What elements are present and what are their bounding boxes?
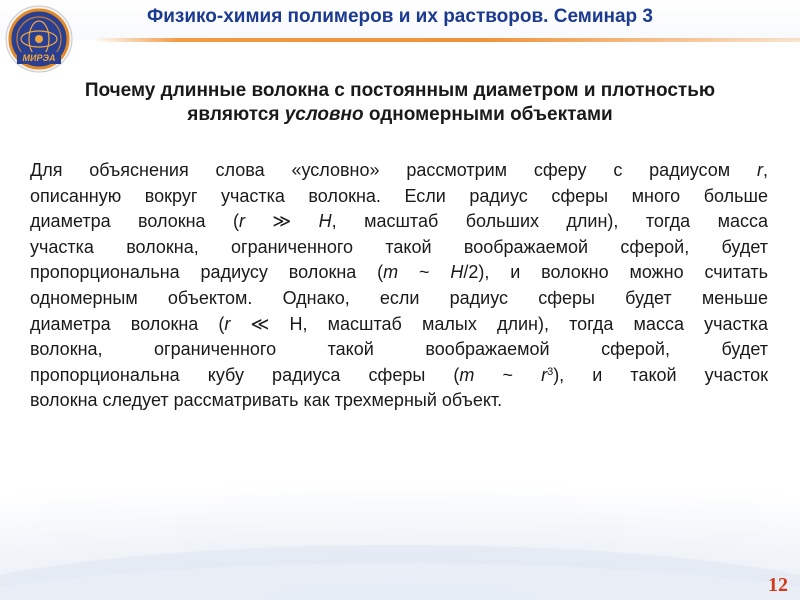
text-run: ), и такой участок bbox=[553, 364, 768, 385]
footer-decoration bbox=[0, 515, 800, 600]
text-run: диаметра волокна ( bbox=[30, 211, 239, 232]
heading-line-1: Почему длинные волокна с постоянным диаметром и плотностью bbox=[84, 80, 716, 101]
header-divider bbox=[94, 38, 800, 42]
text-run: ~ bbox=[398, 262, 451, 283]
svg-text:МИРЭА: МИРЭА bbox=[22, 53, 56, 63]
variable-m: m bbox=[459, 364, 475, 385]
paragraph-line: одномерным объектом. Однако, если радиус сферы будет меньше bbox=[30, 287, 768, 308]
paragraph-line bbox=[30, 260, 768, 286]
heading-line-2 bbox=[20, 103, 780, 127]
university-emblem-icon bbox=[4, 2, 74, 84]
variable-r: r bbox=[756, 160, 763, 180]
variable-r: r bbox=[224, 313, 231, 334]
slide-title: Физико-химия полимеров и их растворов. Семинар 3 bbox=[147, 6, 653, 27]
text-run: ≪ H, масштаб малых длин), тогда масса участка bbox=[230, 313, 769, 334]
paragraph-line: описанную вокруг участка волокна. Если радиус сферы много больше bbox=[30, 185, 768, 206]
paragraph-line: участка волокна, ограниченного такой воображаемой сферой, будет bbox=[30, 236, 768, 257]
heading-text: являются bbox=[187, 104, 285, 125]
exponent: 3 bbox=[547, 365, 554, 378]
variable-r: r bbox=[238, 211, 245, 232]
heading-text: одномерными объектами bbox=[363, 104, 613, 125]
slide-heading bbox=[20, 79, 780, 127]
text-run: ~ bbox=[474, 364, 542, 385]
body-paragraph bbox=[30, 158, 768, 414]
text-run: пропорциональна радиусу волокна ( bbox=[30, 262, 384, 283]
text-run: пропорциональна кубу радиуса сферы ( bbox=[30, 364, 460, 385]
variable-r: r bbox=[541, 364, 548, 385]
text-run: , bbox=[762, 160, 768, 180]
paragraph-line bbox=[30, 209, 768, 235]
paragraph-line bbox=[30, 363, 768, 389]
paragraph-line bbox=[30, 312, 768, 338]
variable-h: H bbox=[450, 262, 464, 283]
paragraph-line: волокна, ограниченного такой воображаемой сферой, будет bbox=[30, 339, 768, 360]
text-run: Для объяснения слова «условно» рассмотрим сферу с радиусом bbox=[30, 160, 757, 180]
paragraph-line: волокна следует рассматривать как трехмерный объект. bbox=[30, 390, 503, 411]
page-number: 12 bbox=[768, 574, 788, 596]
variable-h: H bbox=[318, 211, 332, 232]
variable-m: m bbox=[383, 262, 399, 283]
text-run: /2), и волокно можно считать bbox=[463, 262, 768, 283]
text-run: , масштаб больших длин), тогда масса bbox=[331, 211, 768, 232]
paragraph-line bbox=[30, 158, 768, 184]
text-run: диаметра волокна ( bbox=[30, 313, 225, 334]
heading-emphasis: условно bbox=[284, 104, 364, 125]
text-run: ≫ bbox=[244, 211, 319, 232]
